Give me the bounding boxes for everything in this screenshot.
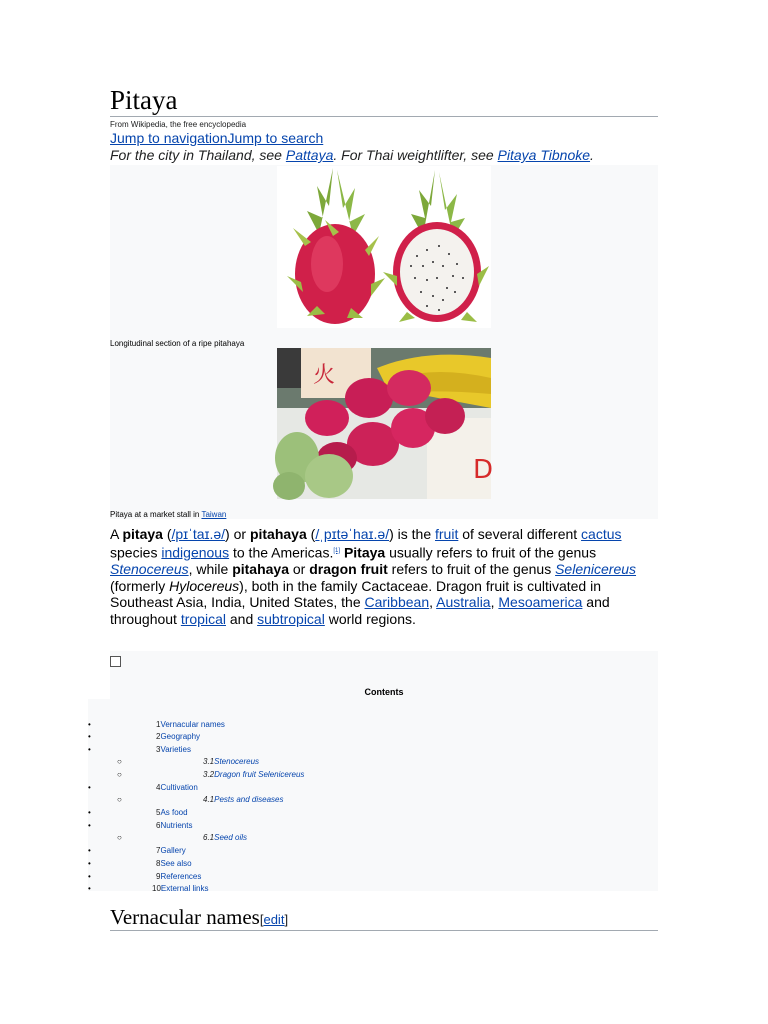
toc-subbullet: ○ — [117, 795, 122, 804]
tropical-link[interactable]: tropical — [180, 611, 226, 628]
toc-gutter — [88, 699, 110, 891]
toc-subbullet: ○ — [117, 757, 122, 766]
taiwan-link[interactable]: Taiwan — [201, 510, 227, 519]
toc-item[interactable] — [156, 808, 188, 818]
toc-text: Stenocereus — [214, 757, 260, 766]
dragon-fruit-illustration — [277, 166, 491, 328]
edit-section-link[interactable]: edit — [263, 912, 285, 927]
toc-text: Geography — [160, 732, 201, 741]
ipa-pitahaya-link[interactable]: /ˌpɪtəˈhaɪ.ə/ — [315, 526, 390, 542]
edit-section-link-wrapper: [edit] — [259, 912, 289, 927]
toc-text: Seed oils — [214, 833, 248, 842]
toc-bullet: • — [88, 846, 91, 855]
toc-bullet: • — [88, 859, 91, 868]
cactus-link[interactable]: cactus — [581, 526, 622, 542]
pitaya-tibnoke-link[interactable]: Pitaya Tibnoke — [497, 147, 591, 163]
caribbean-link[interactable]: Caribbean — [364, 594, 430, 611]
toc-number: 4 — [156, 783, 161, 792]
toc-item[interactable] — [156, 821, 192, 831]
stenocereus-link[interactable]: Stenocereus — [110, 561, 189, 578]
toc-number: 3.1 — [203, 757, 215, 766]
image-caption: Longitudinal section of a ripe pitahaya — [110, 339, 245, 348]
toc-item[interactable] — [152, 884, 208, 894]
australia-link[interactable]: Australia — [436, 594, 491, 611]
toc-number: 2 — [156, 732, 161, 741]
toc-text: References — [160, 872, 202, 881]
toc-text: Gallery — [160, 846, 186, 855]
market-stall-image[interactable] — [277, 348, 494, 499]
toc-number: 4.1 — [203, 795, 215, 804]
toc-item[interactable] — [203, 833, 247, 843]
toc-item[interactable] — [156, 846, 186, 856]
lead-paragraph: A pitaya (/pɪˈtaɪ.ə/) or pitahaya (/ˌpɪtəˈhaɪ.ə/) is the fruit of several different cactus species indigenous to the Americas.[1] Pitaya usually refers to fruit of the genus Stenocereus, while pitahaya or dragon fruit refers to fruit of the genus Selenicereus (formerly Hylocereus), both in the family Cactaceae. Dragon fruit is cultivated in Southeast Asia, India, United States, the Caribbean, Australia, Mesoamerica and throughout tropical and subtropical world regions. — [110, 526, 637, 628]
selenicereus-link[interactable]: Selenicereus — [555, 561, 637, 578]
toc-number: 3.2 — [203, 770, 215, 779]
pitahaya-section-image[interactable] — [277, 166, 491, 328]
toc-number: 1 — [156, 720, 161, 729]
toc-toggle-checkbox[interactable] — [110, 656, 121, 667]
site-tagline: From Wikipedia, the free encyclopedia — [110, 120, 247, 129]
ipa-pitaya-link[interactable]: /pɪˈtaɪ.ə/ — [171, 526, 226, 542]
jump-to-navigation-link[interactable]: Jump to navigation — [110, 130, 228, 146]
market-stall-illustration — [277, 348, 494, 499]
toc-subbullet: ○ — [117, 770, 122, 779]
toc-text: Vernacular names — [160, 720, 225, 729]
fruit-link[interactable]: fruit — [435, 526, 459, 542]
toc-bullet: • — [88, 720, 91, 729]
toc-bullet: • — [88, 821, 91, 830]
toc-text: Pests and diseases — [214, 795, 284, 804]
toc-number: 8 — [156, 859, 161, 868]
subtropical-link[interactable]: subtropical — [257, 611, 325, 628]
toc-number: 10 — [152, 884, 161, 893]
jump-links — [110, 130, 323, 146]
citation-link[interactable]: [1] — [333, 547, 341, 554]
toc-item[interactable] — [203, 757, 259, 767]
toc-text: External links — [160, 884, 209, 893]
section-heading-vernacular-names: Vernacular names[edit] — [110, 904, 658, 931]
svg-text:D: D — [473, 455, 494, 485]
jump-to-search-link[interactable]: Jump to search — [227, 130, 324, 146]
toc-number: 5 — [156, 808, 161, 817]
toc-subbullet: ○ — [117, 833, 122, 842]
toc-item[interactable] — [156, 783, 198, 793]
mesoamerica-link[interactable]: Mesoamerica — [498, 594, 583, 611]
toc-title: Contents — [364, 687, 404, 697]
toc-item[interactable] — [156, 732, 200, 742]
toc-number: 7 — [156, 846, 161, 855]
toc-text: Cultivation — [160, 783, 198, 792]
toc-number: 3 — [156, 745, 161, 754]
toc-bullet: • — [88, 808, 91, 817]
toc-text: See also — [160, 859, 192, 868]
hatnote: For the city in Thailand, see Pattaya. For Thai weightlifter, see Pitaya Tibnoke. — [110, 147, 594, 163]
image-caption: Pitaya at a market stall in Taiwan — [110, 510, 227, 519]
toc-item[interactable] — [156, 859, 192, 869]
toc-bullet: • — [88, 745, 91, 754]
toc-item[interactable] — [156, 745, 191, 755]
toc-text: Nutrients — [160, 821, 193, 830]
indigenous-link[interactable]: indigenous — [161, 544, 230, 561]
toc-bullet: • — [88, 783, 91, 792]
toc-text: Dragon fruit Selenicereus — [214, 770, 305, 779]
toc-text: As food — [160, 808, 188, 817]
toc-bullet: • — [88, 872, 91, 881]
toc-number: 6 — [156, 821, 161, 830]
svg-text:火: 火 — [313, 363, 336, 388]
toc-bullet: • — [88, 732, 91, 741]
toc-item[interactable] — [156, 720, 225, 730]
toc-number: 9 — [156, 872, 161, 881]
toc-item[interactable] — [203, 795, 284, 805]
toc-item[interactable] — [156, 872, 201, 882]
toc-text: Varieties — [160, 745, 191, 754]
pattaya-link[interactable]: Pattaya — [285, 147, 334, 163]
toc-bullet: • — [88, 884, 91, 893]
toc-number: 6.1 — [203, 833, 215, 842]
toc-item[interactable] — [203, 770, 304, 780]
page-title: Pitaya — [110, 84, 658, 117]
